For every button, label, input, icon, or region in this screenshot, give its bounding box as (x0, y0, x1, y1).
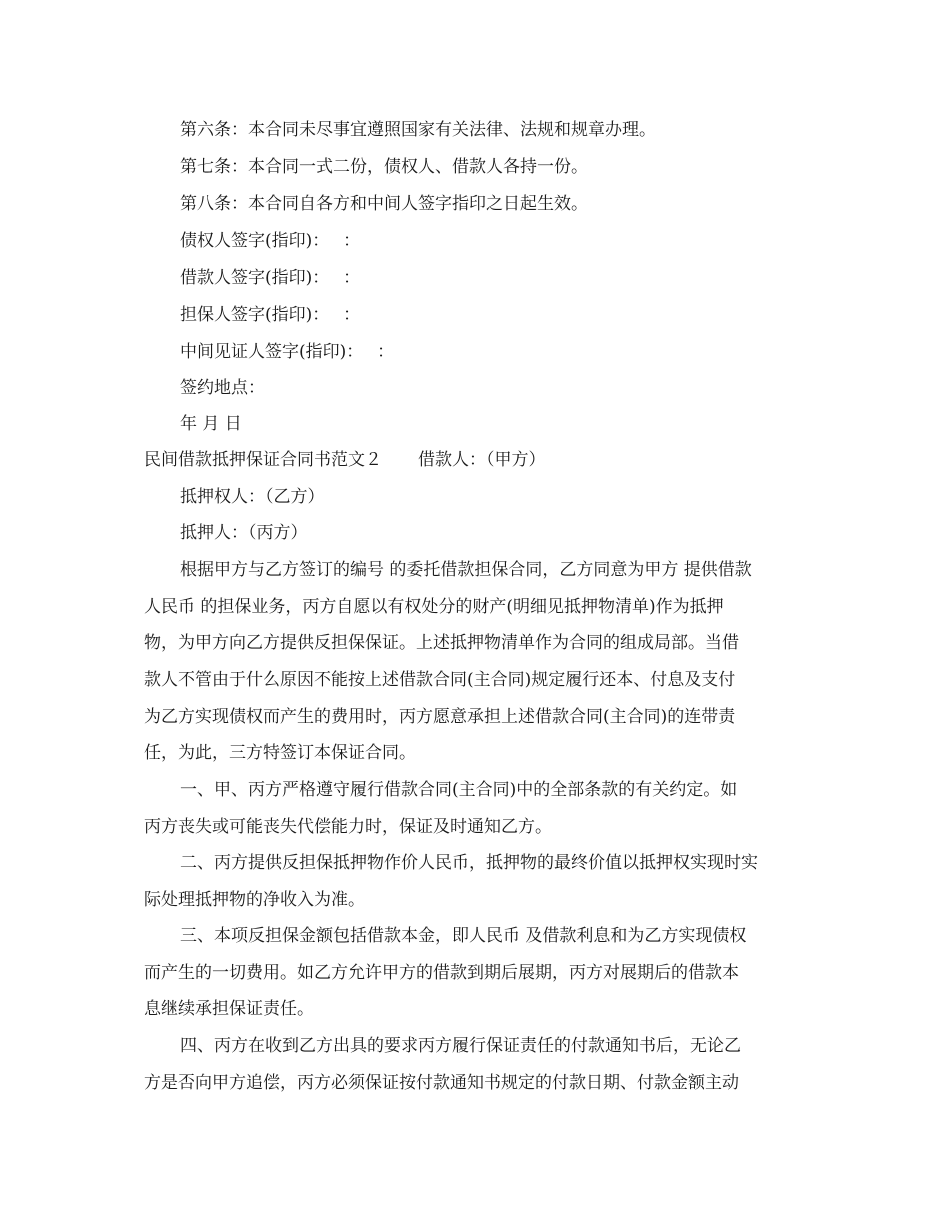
item-4-line: 方是否向甲方追偿，丙方必须保证按付款通知书规定的付款日期、付款金额主动 (144, 1073, 739, 1093)
item-4-line: 四、丙方在收到乙方出具的要求丙方履行保证责任的付款通知书后，无论乙 (180, 1036, 741, 1056)
item-2-line: 二、丙方提供反担保抵押物作价人民币，抵押物的最终价值以抵押权实现时实 (180, 853, 758, 873)
preamble-line: 根据甲方与乙方签订的编号 的委托借款担保合同，乙方同意为甲方 提供借款 (180, 560, 752, 580)
clause-7: 第七条：本合同一式二份，债权人、借款人各持一份。 (180, 157, 588, 177)
borrower-signature: 借款人签字(指印)： ： (180, 268, 361, 288)
second-contract-title: 民间借款抵押保证合同书范文２ (144, 450, 382, 470)
clause-6: 第六条：本合同未尽事宜遵照国家有关法律、法规和规章办理。 (180, 120, 656, 140)
second-contract-title-line (144, 449, 546, 471)
item-2-line: 际处理抵押物的净收入为准。 (144, 890, 365, 910)
item-3-line: 而产生的一切费用。如乙方允许甲方的借款到期后展期，丙方对展期后的借款本 (144, 963, 739, 983)
item-1-line: 一、甲、丙方严格遵守履行借款合同(主合同)中的全部条款的有关约定。如 (180, 780, 738, 800)
witness-signature: 中间见证人签字(指印)： ： (180, 342, 395, 362)
creditor-signature: 债权人签字(指印)： ： (180, 231, 361, 251)
preamble-line: 为乙方实现债权而产生的费用时，丙方愿意承担上述借款合同(主合同)的连带责 (144, 707, 736, 727)
mortgagee: 抵押权人：（乙方） (180, 487, 325, 507)
item-3-line: 息继续承担保证责任。 (144, 999, 314, 1019)
sign-date: 年 月 日 (180, 414, 242, 434)
sign-place: 签约地点： (180, 378, 265, 398)
clause-8: 第八条：本合同自各方和中间人签字指印之日起生效。 (180, 194, 588, 214)
preamble-line: 物，为甲方向乙方提供反担保保证。上述抵押物清单作为合同的组成局部。当借 (144, 633, 739, 653)
item-3-line: 三、本项反担保金额包括借款本金，即人民币 及借款利息和为乙方实现债权 (180, 926, 747, 946)
preamble-line: 任，为此，三方特签订本保证合同。 (144, 743, 416, 763)
preamble-line: 人民币 的担保业务，丙方自愿以有权处分的财产(明细见抵押物清单)作为抵押 (144, 597, 724, 617)
item-1-line: 丙方丧失或可能丧失代偿能力时，保证及时通知乙方。 (144, 817, 552, 837)
preamble-line: 款人不管由于什么原因不能按上述借款合同(主合同)规定履行还本、付息及支付 (144, 670, 736, 690)
second-borrower: 借款人：（甲方） (418, 450, 546, 470)
guarantor-signature: 担保人签字(指印)： ： (180, 305, 361, 325)
mortgagor: 抵押人：（丙方） (180, 523, 308, 543)
